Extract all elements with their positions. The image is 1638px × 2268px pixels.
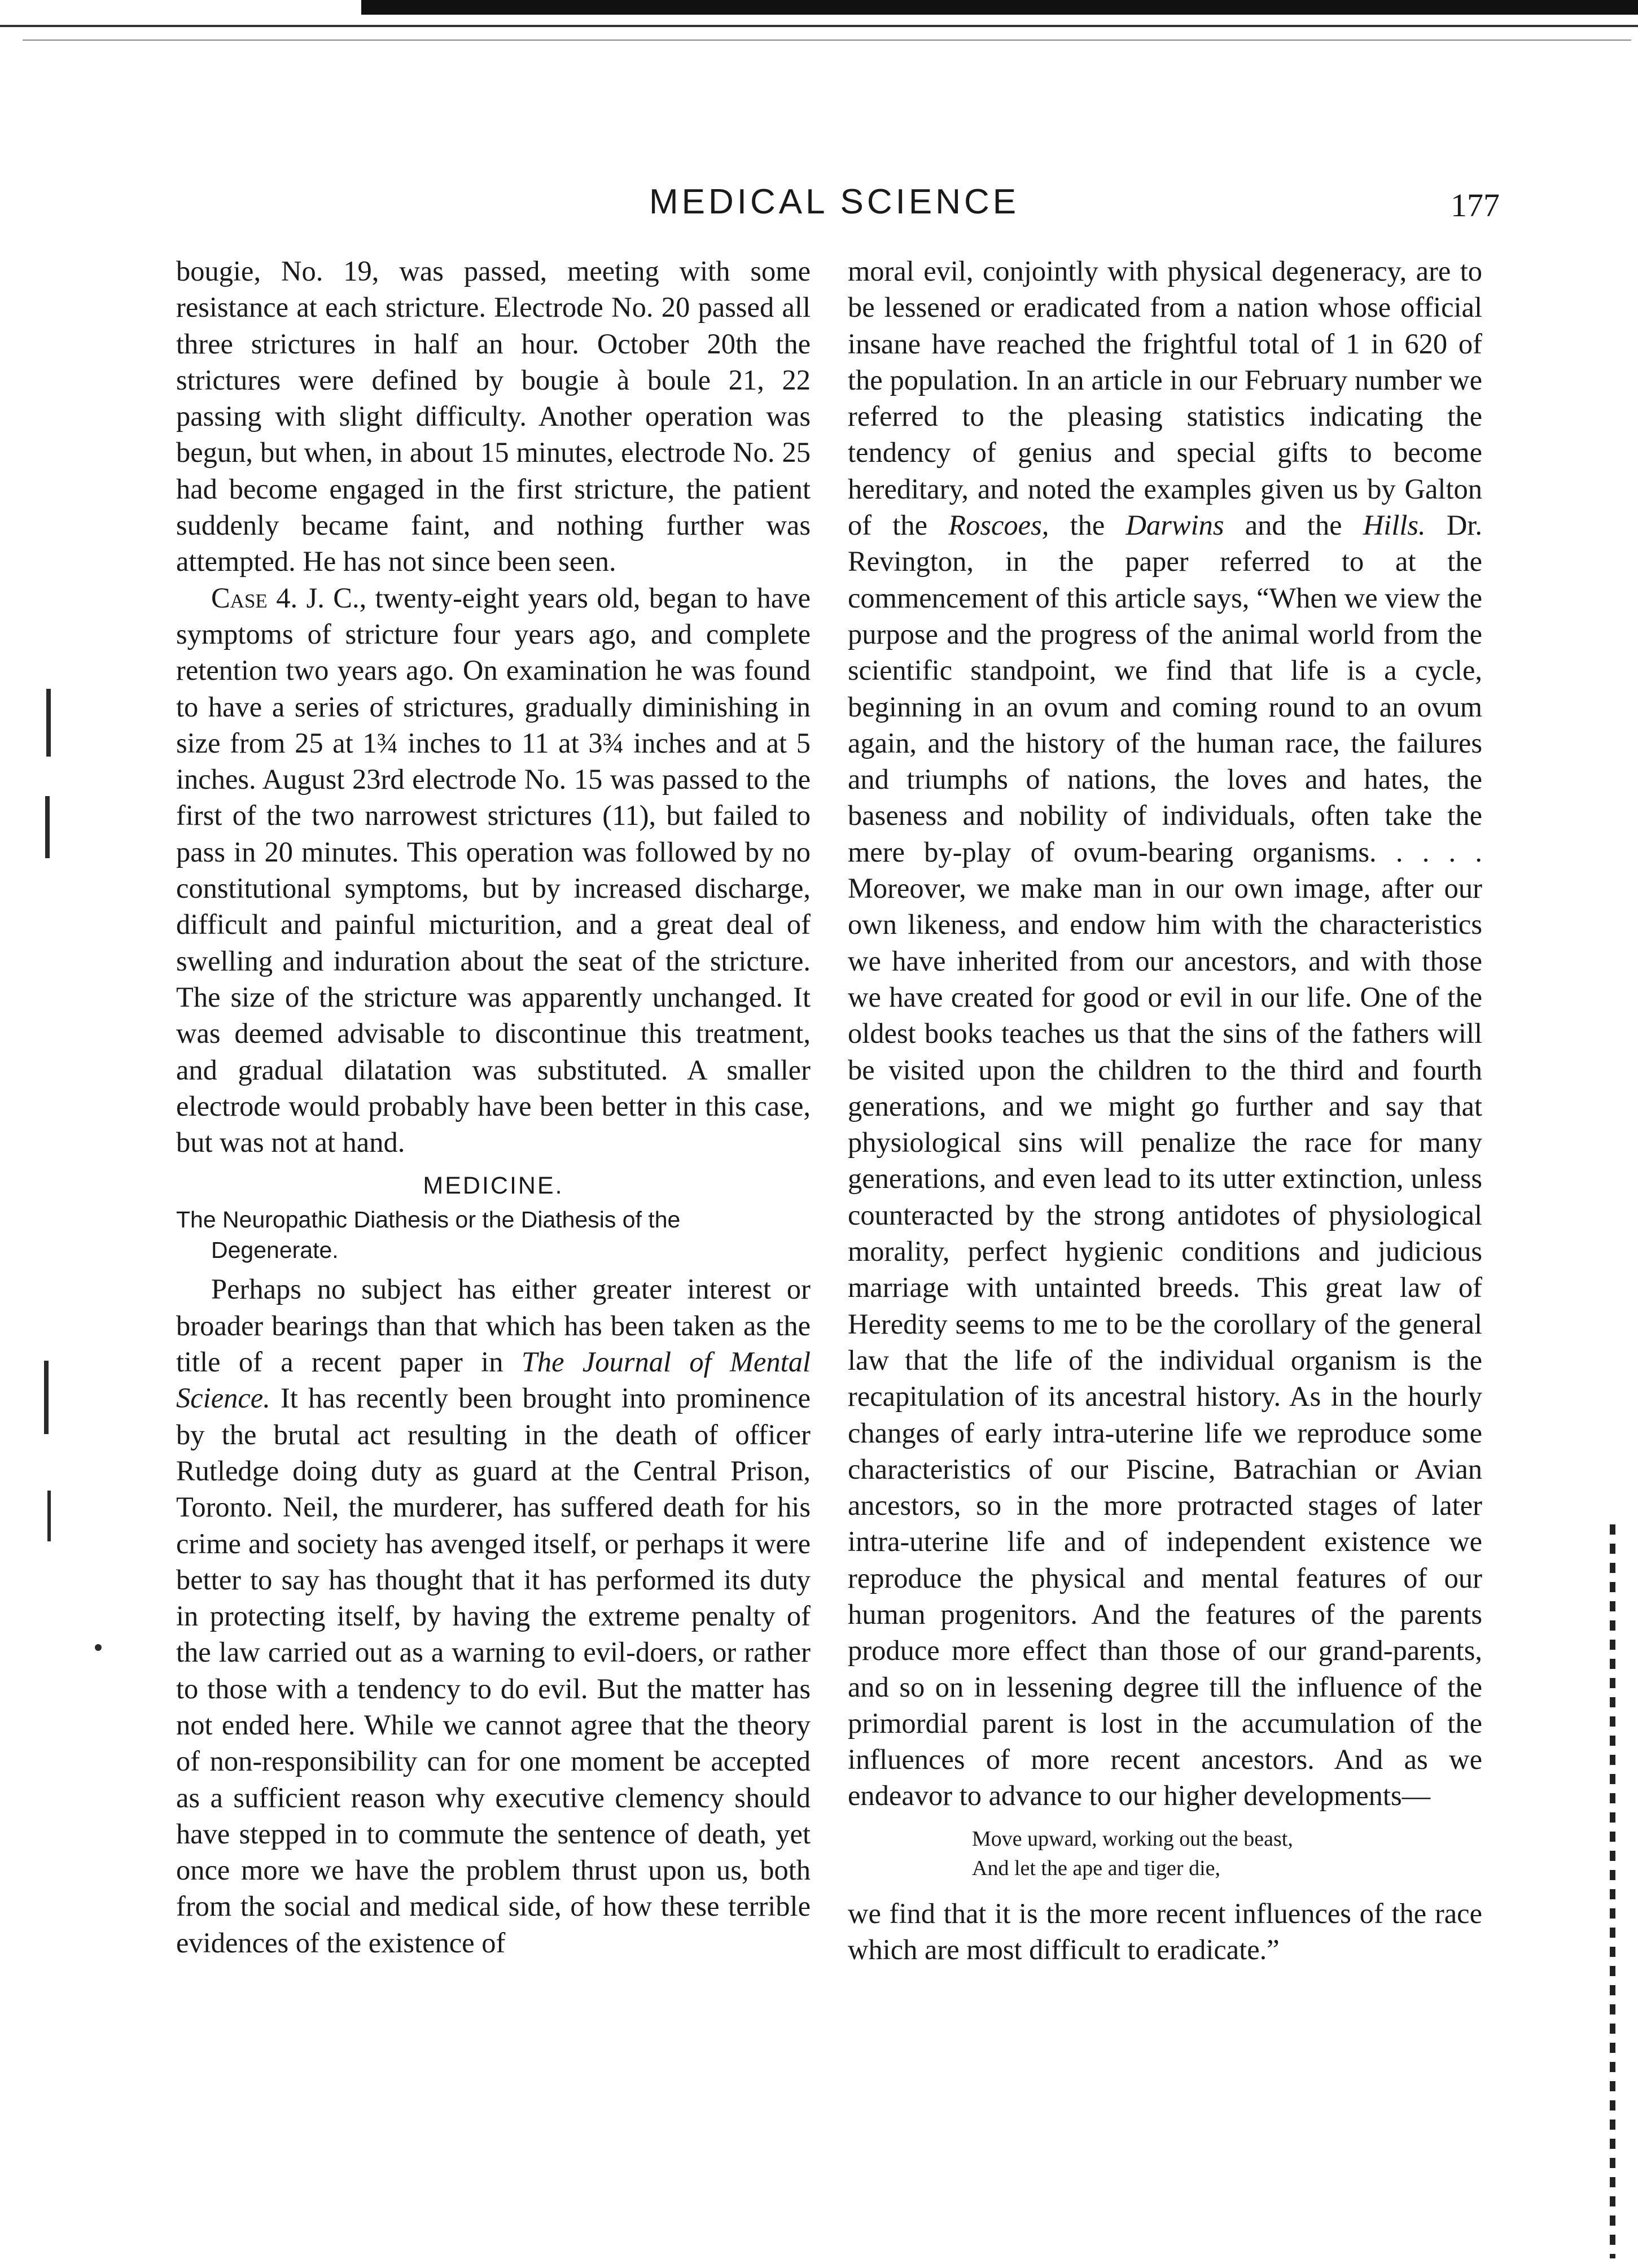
right-edge-marks xyxy=(1610,1524,1615,2258)
left-column xyxy=(176,253,811,1961)
verse-quote xyxy=(848,1824,1482,1883)
family-name: Roscoes, xyxy=(948,509,1049,541)
margin-mark xyxy=(46,689,51,757)
paragraph-text: Dr. Revington, in the paper referred to at the commencement of this article says, “When we view the purpose and the progress of the animal world from the scientific standpoint, we find that life is a cycle, beginning in an ovum and coming round to an ovum again, and the history of the human race, the failures and triumphs of nations, the loves and hates, the baseness and nobility of individuals, often take the mere by-play of ovum-bearing organisms. . . . . Moreover, we make man in our own image, after our own likeness, and endow him with the characteristics we have inherited from our ancestors, and with those we have created for good or evil in our life. One of the oldest books teaches us that the sins of the fathers will be visited upon the children to the third and fourth generations, and we might go further and say that physiological sins will penalize the race for many generations, and even lead to its utter extinction, unless counteracted by the strong antidotes of physiological morality, perfect hygienic conditions and judicious marriage with untainted breeds. This great law of Heredity seems to me to be the corollary of the general law that the life of the individual organism is the recapitulation of its ancestral history. As in the hourly changes of early intra-uterine life we reproduce some characteristics of our Piscine, Batrachian or Avian ancestors, so in the more protracted stages of later intra-uterine life and of independent existence we reproduce the physical and mental features of our human progenitors. And the features of the parents produce more effect than those of our grand-parents, and so on in lessening degree till the influence of the primordial parent is lost in the accumulation of the influences of more recent ancestors. And as we endeavor to advance to our higher developments— xyxy=(848,509,1483,1812)
journal-title: The Journal of Mental Science. xyxy=(176,1346,811,1414)
section-title: MEDICINE. xyxy=(423,1172,564,1200)
paragraph-text: the xyxy=(1070,509,1105,541)
article-title: The Neuropathic Diathesis or the Diathesis of the Degenerate. xyxy=(176,1207,681,1264)
case-label: Case 4. xyxy=(211,582,298,614)
right-column xyxy=(848,253,1482,1968)
family-name: Hills. xyxy=(1363,509,1426,541)
top-rule-faint xyxy=(23,40,1631,41)
paragraph xyxy=(848,1895,1482,1968)
paragraph-case-4 xyxy=(176,580,811,1161)
page-number: 177 xyxy=(1451,187,1500,224)
paragraph xyxy=(848,253,1482,1814)
margin-mark xyxy=(47,1491,51,1541)
verse-line: And let the ape and tiger die, xyxy=(972,1856,1221,1880)
running-header: MEDICAL SCIENCE xyxy=(649,182,1020,221)
margin-mark xyxy=(44,1361,49,1434)
paragraph-text: Perhaps no subject has either greater interest or broader bearings than that which has been taken as the title of a recent paper in xyxy=(176,1273,811,1378)
paragraph xyxy=(176,253,811,580)
paragraph-text: bougie, No. 19, was passed, meeting with some resistance at each stricture. Electrode No. 20 passed all three strictures in half an hour. October 20th the strictures were defined by bougie à boule 21, 22 passing with slight difficulty. Another operation was begun, but when, in about 15 minutes, electrode No. 25 had become engaged in the first stricture, the patient suddenly became faint, and nothing further was attempted. He has not since been seen. xyxy=(176,255,811,578)
paragraph-text: moral evil, conjointly with physical degeneracy, are to be lessened or eradicated from a nation whose official insane have reached the frightful total of 1 in 620 of the population. In an article in our February number we referred to the pleasing statistics indicating the tendency of genius and special gifts to become hereditary, and noted the examples given us by Galton of the xyxy=(848,255,1482,541)
paragraph-text: It has recently been brought into prominence by the brutal act resulting in the death of officer Rutledge doing duty as guard at the Central Prison, Toronto. Neil, the murderer, has suffered death for his crime and society has avenged itself, or perhaps it were better to say has thought that it has performed its duty in protecting itself, by having the extreme penalty of the law carried out as a warning to evil-doers, or rather to those with a tendency to do evil. But the matter has not ended here. While we cannot agree that the theory of non-responsibility can for one moment be accepted as a sufficient reason why executive clemency should have stepped in to commute the sentence of death, yet once more we have the problem thrust upon us, both from the social and medical side, of how these terrible evidences of the existence of xyxy=(176,1382,811,1959)
paragraph-text: and the xyxy=(1245,509,1342,541)
margin-mark xyxy=(45,796,50,858)
family-name: Darwins xyxy=(1125,509,1224,541)
top-rule-thin xyxy=(0,25,1638,27)
margin-mark xyxy=(95,1644,102,1651)
paragraph-text: we find that it is the more recent influences of the race which are most difficult to eradicate.” xyxy=(848,1897,1482,1966)
verse-line: Move upward, working out the beast, xyxy=(972,1826,1293,1851)
paragraph xyxy=(176,1271,811,1961)
paragraph-text: J. C., twenty-eight years old, began to have symptoms of stricture four years ago, and complete retention two years ago. On examination he was found to have a series of strictures, gradually diminishing in size from 25 at 1¾ inches to 11 at 3¾ inches and at 5 inches. August 23rd electrode No. 15 was passed to the first of the two narrowest strictures (11), but failed to pass in 20 minutes. This operation was followed by no constitutional symptoms, but by increased discharge, difficult and painful micturition, and a great deal of swelling and induration about the seat of the stricture. The size of the stricture was apparently unchanged. It was deemed advisable to discontinue this treatment, and gradual dilatation was substituted. A smaller electrode would probably have been better in this case, but was not at hand. xyxy=(176,582,811,1159)
top-rule-thick xyxy=(361,0,1638,15)
